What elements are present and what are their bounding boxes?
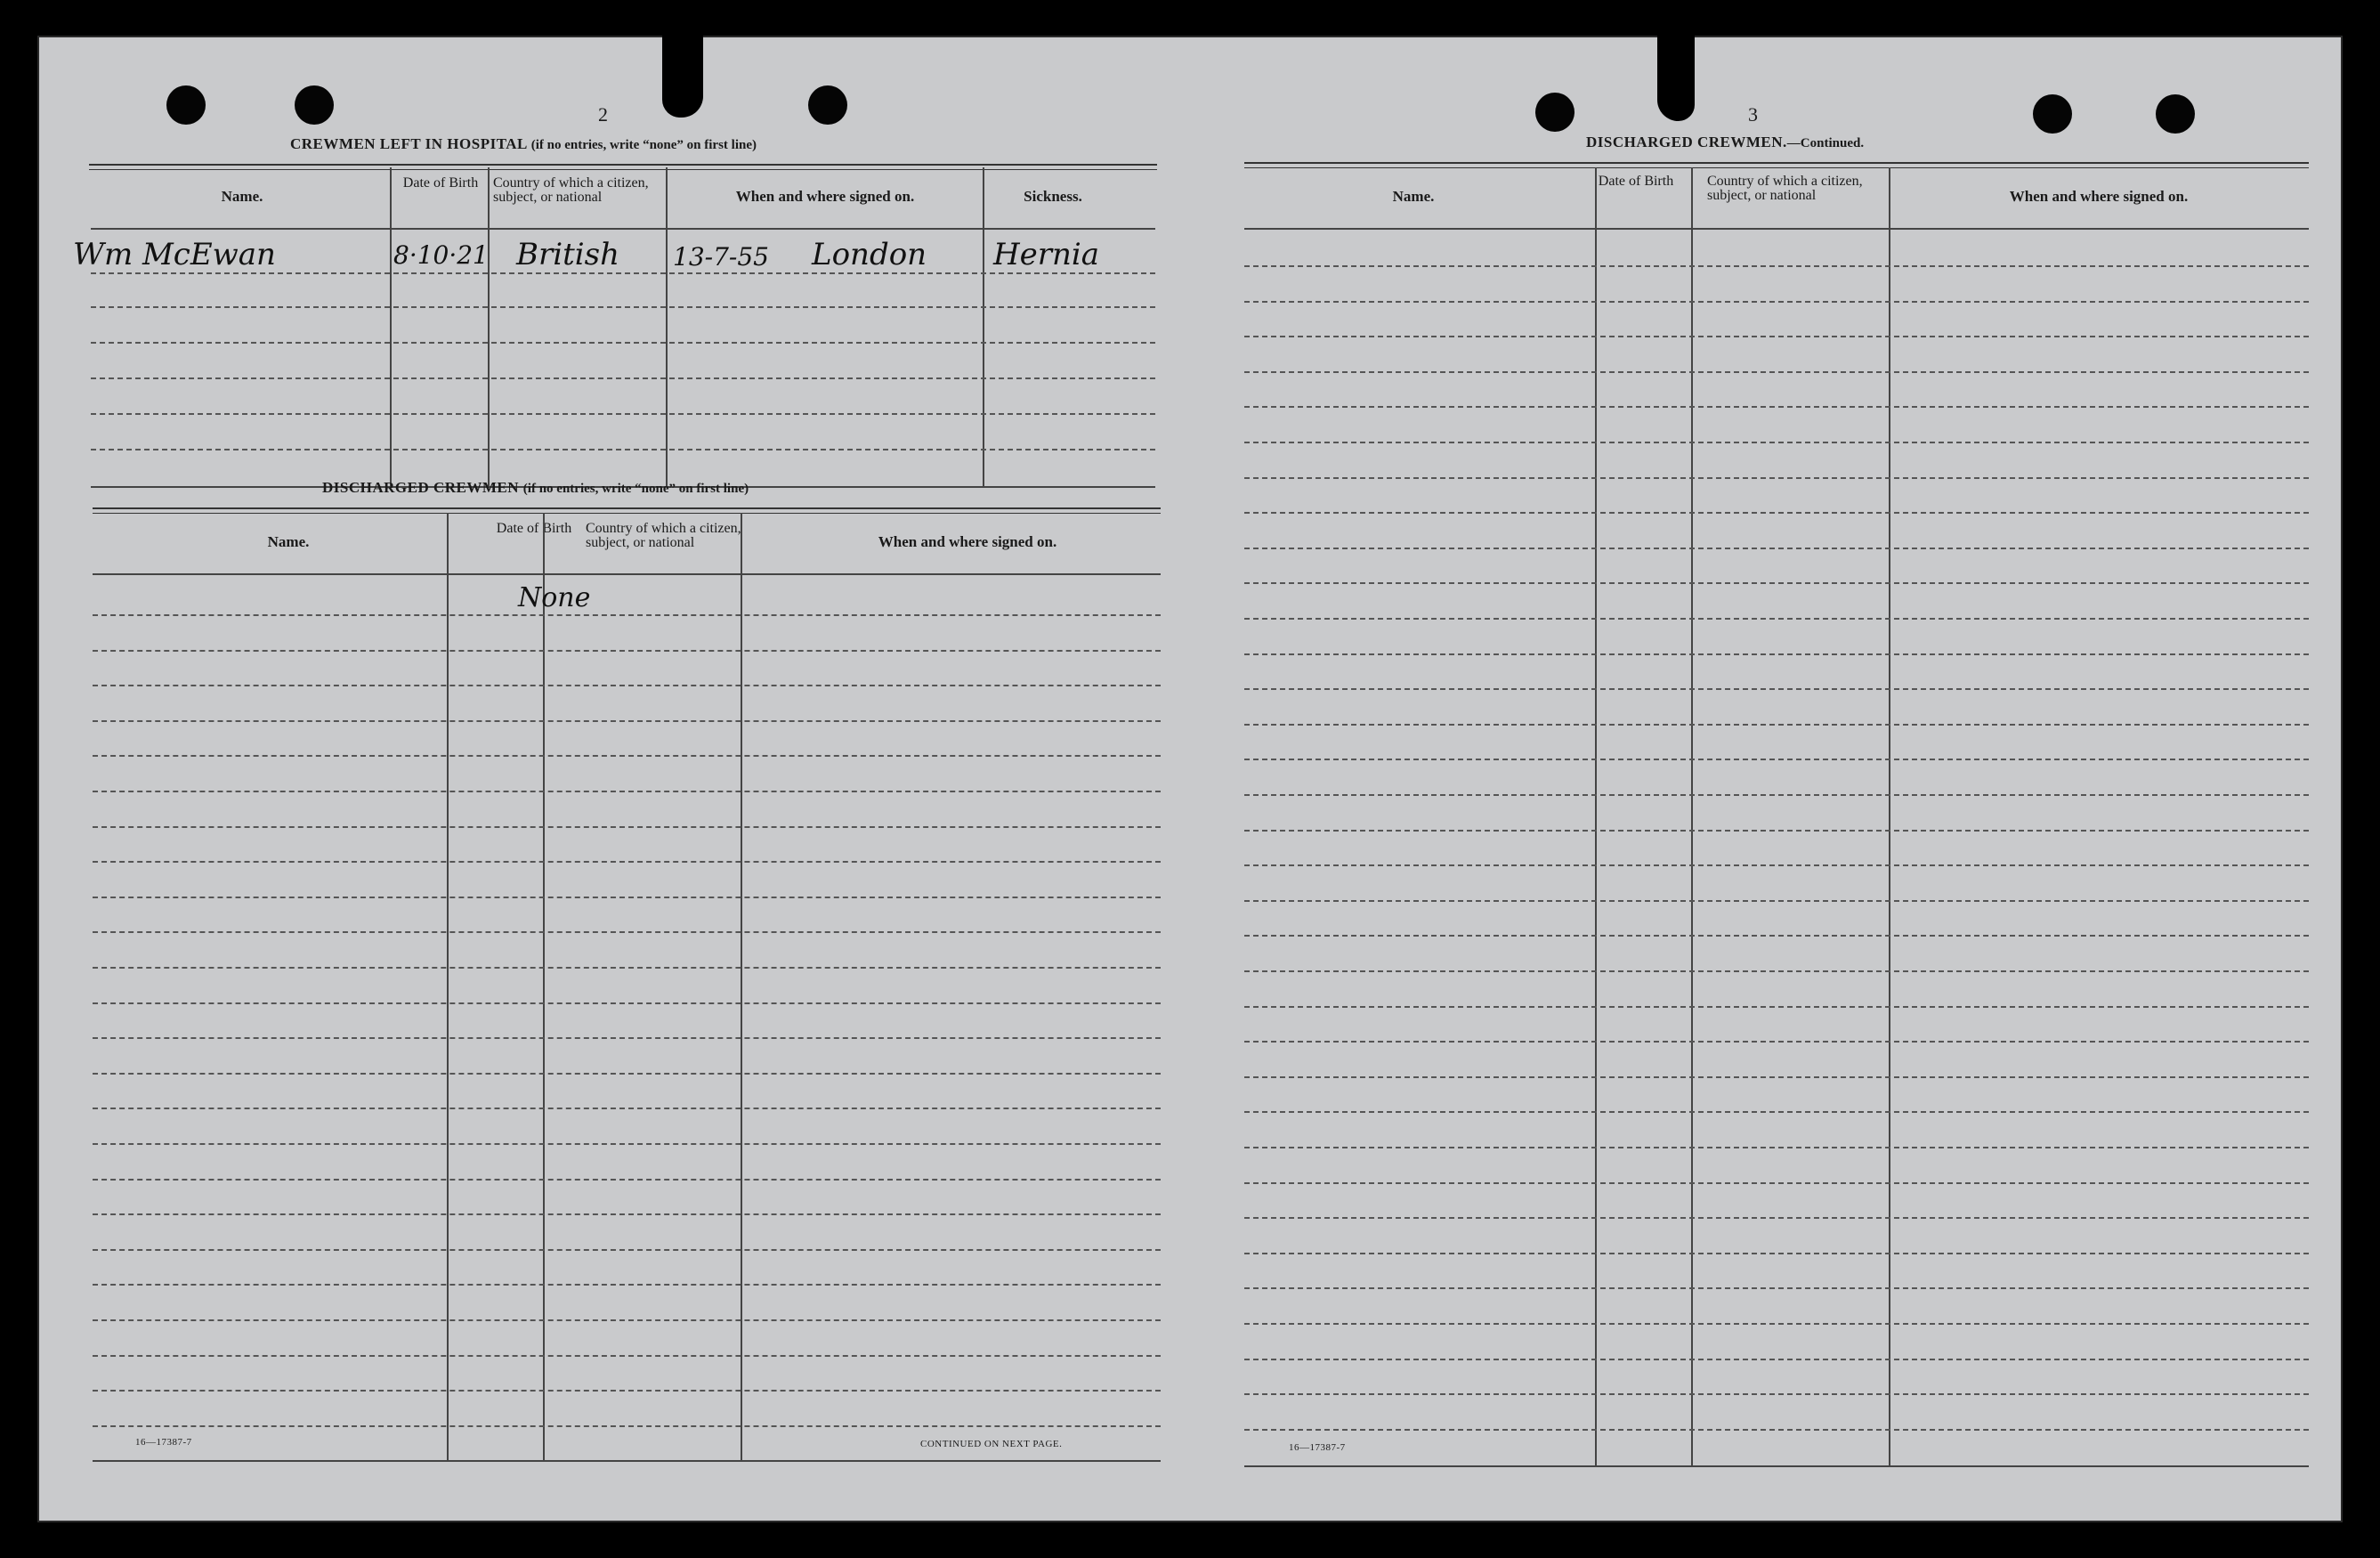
form-line — [1244, 1253, 2309, 1254]
form-line — [1244, 900, 2309, 902]
form-line — [1244, 582, 2309, 584]
column-rule — [390, 167, 392, 488]
entry-signed-on-place: London — [812, 237, 927, 272]
form-line — [93, 1179, 1161, 1181]
form-line — [93, 1213, 1161, 1215]
form-line — [1244, 442, 2309, 443]
form-line — [93, 1143, 1161, 1145]
entry-none: None — [518, 582, 591, 613]
page-number: 3 — [1748, 103, 1758, 126]
form-line — [1244, 1076, 2309, 1078]
form-line — [93, 897, 1161, 898]
form-line — [1244, 265, 2309, 267]
form-line — [91, 449, 1155, 450]
entry-signed-on-date: 13-7-55 — [673, 242, 769, 272]
paper-tear — [662, 36, 703, 118]
column-header: When and where signed on. — [2009, 188, 2189, 205]
form-line — [1244, 371, 2309, 373]
table-rule — [93, 573, 1161, 575]
form-line — [1244, 1006, 2309, 1008]
form-line — [93, 650, 1161, 652]
form-line — [93, 1425, 1161, 1427]
form-line — [1244, 1217, 2309, 1219]
punch-hole — [1535, 93, 1575, 132]
punch-hole — [166, 85, 206, 125]
form-line — [93, 791, 1161, 792]
form-line — [1244, 1359, 2309, 1360]
entry-sickness: Hernia — [993, 237, 1100, 272]
punch-hole — [2156, 94, 2195, 134]
entry-date-of-birth: 8·10·21 — [393, 240, 489, 270]
form-line — [93, 967, 1161, 969]
divider — [93, 507, 1161, 514]
divider — [1244, 162, 2309, 168]
form-line — [91, 377, 1155, 379]
column-header: Sickness. — [1024, 188, 1082, 205]
form-line — [1244, 759, 2309, 760]
column-header: Name. — [267, 533, 310, 550]
column-header: When and where signed on. — [735, 188, 915, 205]
form-line — [93, 1073, 1161, 1075]
column-rule — [1889, 167, 1890, 1467]
form-line — [1244, 1429, 2309, 1431]
paper-tear — [1657, 36, 1695, 121]
form-line — [1244, 406, 2309, 408]
form-line — [1244, 653, 2309, 655]
form-line — [93, 861, 1161, 863]
form-line — [1244, 864, 2309, 866]
form-line — [1244, 512, 2309, 514]
column-rule — [983, 167, 984, 488]
discharged-section-title: DISCHARGED CREWMEN (if no entries, write “none” on first line) — [322, 479, 749, 496]
column-header: Name. — [221, 188, 263, 205]
form-line — [1244, 970, 2309, 972]
right-page-title: DISCHARGED CREWMEN.—Continued. — [1586, 134, 1865, 150]
continued-note: CONTINUED ON NEXT PAGE. — [920, 1439, 1063, 1449]
form-line — [1244, 1041, 2309, 1043]
form-line — [1244, 1111, 2309, 1113]
form-line — [1244, 1393, 2309, 1395]
column-rule — [1691, 167, 1693, 1467]
column-rule — [488, 167, 490, 488]
column-header: Name. — [1392, 188, 1435, 205]
form-line — [1244, 1323, 2309, 1325]
column-header: Country of which a citizen, subject, or national — [493, 175, 649, 205]
form-line — [93, 685, 1161, 686]
form-number: 16—17387-7 — [1289, 1442, 1346, 1453]
document-sheet — [37, 36, 2343, 1522]
table-rule — [91, 228, 1155, 230]
column-header: Country of which a citizen, subject, or national — [586, 521, 741, 550]
form-line — [1244, 477, 2309, 479]
punch-hole — [2033, 94, 2072, 134]
column-rule — [1595, 167, 1597, 1467]
form-line — [91, 272, 1155, 274]
form-line — [1244, 548, 2309, 549]
divider — [89, 164, 1157, 170]
form-line — [93, 826, 1161, 828]
table-rule — [93, 1460, 1161, 1462]
form-line — [93, 755, 1161, 757]
column-header: Date of Birth — [1598, 174, 1674, 189]
form-line — [93, 1037, 1161, 1039]
form-line — [1244, 618, 2309, 620]
form-line — [93, 1355, 1161, 1357]
table-rule — [1244, 228, 2309, 230]
form-line — [1244, 724, 2309, 726]
form-line — [91, 306, 1155, 308]
form-line — [91, 413, 1155, 415]
form-line — [1244, 830, 2309, 832]
table-rule — [1244, 1465, 2309, 1467]
form-line — [1244, 301, 2309, 303]
punch-hole — [295, 85, 334, 125]
form-line — [93, 1002, 1161, 1004]
page-number: 2 — [598, 103, 608, 126]
column-header: Date of Birth — [402, 175, 479, 191]
punch-hole — [808, 85, 847, 125]
form-line — [93, 1319, 1161, 1321]
entry-country: British — [516, 237, 619, 272]
form-line — [1244, 1147, 2309, 1148]
form-line — [1244, 1287, 2309, 1289]
column-header: When and where signed on. — [878, 533, 1057, 550]
entry-name: Wm McEwan — [73, 237, 276, 272]
form-line — [93, 1390, 1161, 1392]
form-number: 16—17387-7 — [135, 1437, 192, 1448]
column-header: Date of Birth — [496, 521, 572, 536]
form-line — [1244, 336, 2309, 337]
column-header: Country of which a citizen, subject, or national — [1707, 174, 1863, 203]
form-line — [1244, 688, 2309, 690]
form-line — [1244, 794, 2309, 796]
form-line — [1244, 935, 2309, 937]
form-line — [93, 720, 1161, 722]
form-line — [93, 931, 1161, 933]
form-line — [1244, 1182, 2309, 1184]
column-rule — [666, 167, 668, 488]
form-line — [91, 342, 1155, 344]
form-line — [93, 1284, 1161, 1286]
hospital-section-title: CREWMEN LEFT IN HOSPITAL (if no entries, write “none” on first line) — [290, 135, 757, 152]
form-line — [93, 1249, 1161, 1251]
form-line — [93, 614, 1161, 616]
form-line — [93, 1108, 1161, 1109]
